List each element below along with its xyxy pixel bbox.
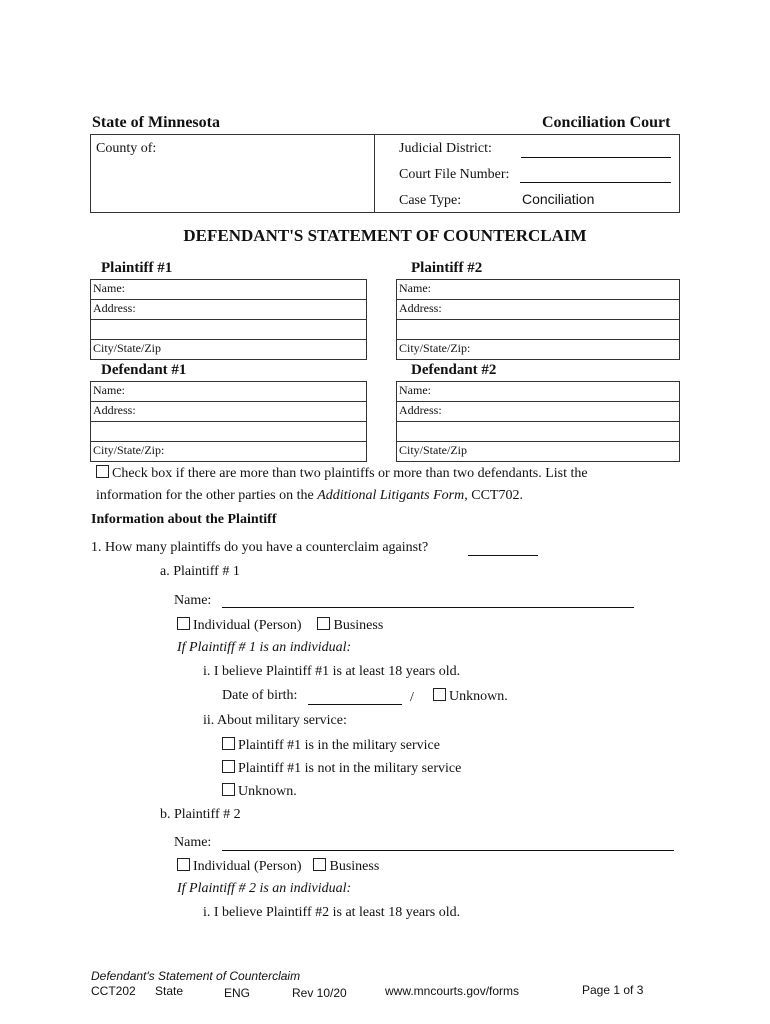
- plaintiff-a-military-unknown: Unknown.: [222, 783, 297, 800]
- plaintiff-b-individual-checkbox[interactable]: [177, 858, 190, 871]
- plaintiff-a-military-not: Plaintiff #1 is not in the military service: [222, 760, 461, 777]
- footer-state: State: [155, 984, 184, 998]
- more-parties-checkbox[interactable]: [96, 465, 109, 478]
- plaintiff-a-if-individual: If Plaintiff # 1 is an individual:: [177, 640, 352, 655]
- footer-rev: Rev 10/20: [292, 986, 347, 1000]
- additional-litigants-form-ref: Additional Litigants Form: [317, 488, 465, 503]
- more-parties-line2: information for the other parties on the Additional Litigants Form, CCT702.: [96, 488, 523, 503]
- defendant2-name-field[interactable]: Name:: [396, 381, 680, 402]
- judicial-district-field[interactable]: [521, 157, 671, 158]
- plaintiff-a-type-row: Individual (Person) Business: [177, 617, 383, 634]
- plaintiff-a-military-label: ii. About military service:: [203, 713, 347, 728]
- plaintiff1-heading: Plaintiff #1: [101, 260, 173, 276]
- defendant2-address-field[interactable]: Address:: [396, 401, 680, 422]
- plaintiff-b-name-field[interactable]: [222, 850, 674, 851]
- plaintiff2-address-field[interactable]: Address:: [396, 299, 680, 320]
- judicial-district-label: Judicial District:: [399, 141, 492, 156]
- defendant2-heading: Defendant #2: [411, 362, 497, 378]
- plaintiff2-name-field[interactable]: Name:: [396, 279, 680, 300]
- section-heading: Information about the Plaintiff: [91, 512, 277, 527]
- defendant1-csz-field[interactable]: City/State/Zip:: [90, 441, 367, 462]
- plaintiff-a-age-statement: i. I believe Plaintiff #1 is at least 18 years old.: [203, 664, 461, 679]
- defendant1-name-field[interactable]: Name:: [90, 381, 367, 402]
- defendant2-csz-field[interactable]: City/State/Zip: [396, 441, 680, 462]
- footer-code: CCT202: [91, 984, 136, 998]
- defendant2-address2-field[interactable]: [396, 421, 680, 442]
- plaintiff2-csz-field[interactable]: City/State/Zip:: [396, 339, 680, 360]
- county-label: County of:: [96, 141, 157, 156]
- footer-url[interactable]: www.mncourts.gov/forms: [385, 984, 520, 998]
- plaintiff-count-field[interactable]: [468, 555, 538, 556]
- form-title: DEFENDANT'S STATEMENT OF COUNTERCLAIM: [183, 226, 587, 245]
- plaintiff-a-business-checkbox[interactable]: [317, 617, 330, 630]
- plaintiff-a-military-in: Plaintiff #1 is in the military service: [222, 737, 440, 754]
- plaintiff-a-name-label: Name:: [174, 593, 212, 608]
- plaintiff1-csz-field[interactable]: City/State/Zip: [90, 339, 367, 360]
- defendant1-heading: Defendant #1: [101, 362, 187, 378]
- case-type-value: Conciliation: [522, 191, 595, 207]
- dob-separator: /: [410, 690, 414, 705]
- question-1: 1. How many plaintiffs do you have a counterclaim against?: [91, 540, 429, 555]
- plaintiff-b-name-label: Name:: [174, 835, 212, 850]
- court-heading: Conciliation Court: [542, 114, 671, 131]
- plaintiff1-address-field[interactable]: Address:: [90, 299, 367, 320]
- footer-form-name: Defendant's Statement of Counterclaim: [91, 969, 301, 983]
- plaintiff-a-dob-unknown-checkbox[interactable]: [433, 688, 446, 701]
- footer-lang: ENG: [224, 986, 251, 1000]
- plaintiff-a-dob-field[interactable]: [308, 704, 402, 705]
- state-heading: State of Minnesota: [92, 114, 220, 131]
- defendant1-address2-field[interactable]: [90, 421, 367, 442]
- plaintiff-b-type-row: Individual (Person) Business: [177, 858, 379, 875]
- plaintiff-a-name-field[interactable]: [222, 607, 634, 608]
- court-file-number-field[interactable]: [520, 182, 671, 183]
- defendant1-address-field[interactable]: Address:: [90, 401, 367, 422]
- plaintiff-a-dob-label: Date of birth:: [222, 688, 298, 703]
- plaintiff-b-if-individual: If Plaintiff # 2 is an individual:: [177, 881, 352, 896]
- plaintiff1-name-field[interactable]: Name:: [90, 279, 367, 300]
- plaintiff-a-label: a. Plaintiff # 1: [160, 564, 240, 579]
- plaintiff-a-individual-checkbox[interactable]: [177, 617, 190, 630]
- plaintiff-a-dob-unknown: Unknown.: [433, 688, 508, 705]
- plaintiff-a-military-in-checkbox[interactable]: [222, 737, 235, 750]
- plaintiff2-address2-field[interactable]: [396, 319, 680, 340]
- plaintiff-a-military-unknown-checkbox[interactable]: [222, 783, 235, 796]
- plaintiff-b-age-statement: i. I believe Plaintiff #2 is at least 18 years old.: [203, 905, 461, 920]
- plaintiff1-address2-field[interactable]: [90, 319, 367, 340]
- plaintiff-b-business-checkbox[interactable]: [313, 858, 326, 871]
- case-type-label: Case Type:: [399, 193, 462, 208]
- plaintiff2-heading: Plaintiff #2: [411, 260, 483, 276]
- plaintiff-a-military-not-checkbox[interactable]: [222, 760, 235, 773]
- plaintiff-b-label: b. Plaintiff # 2: [160, 807, 241, 822]
- more-parties-line1: Check box if there are more than two plaintiffs or more than two defendants. List the: [96, 465, 588, 482]
- court-file-number-label: Court File Number:: [399, 167, 510, 182]
- footer-page: Page 1 of 3: [582, 983, 644, 997]
